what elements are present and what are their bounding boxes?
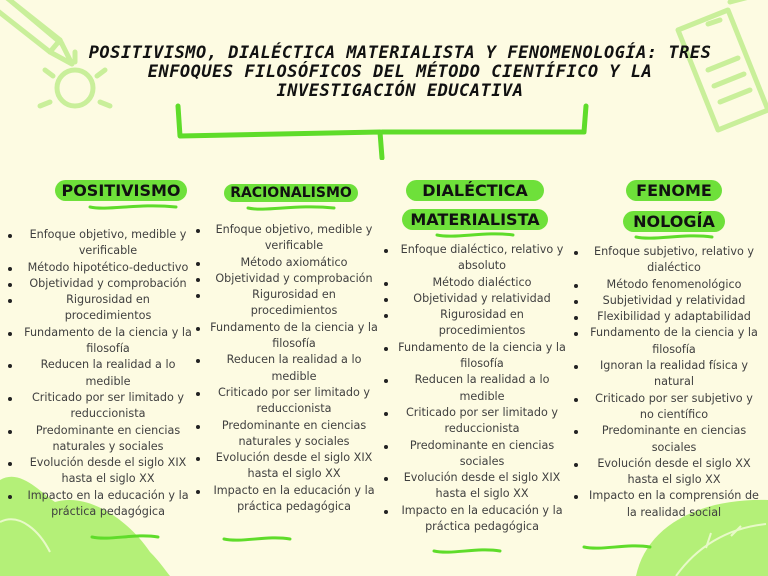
list-item: Predominante en ciencias naturales y sociales — [196, 418, 378, 451]
squiggle-icon — [88, 201, 178, 213]
column-fenomenologia — [574, 180, 760, 521]
list-item: Reducen la realidad a lo medible — [8, 357, 194, 390]
list-item: Fundamento de la ciencia y la filosofía — [196, 320, 378, 353]
list-item: Flexibilidad y adaptabilidad — [574, 309, 760, 325]
list-item: Método fenomenológico — [574, 277, 760, 293]
list-item: Enfoque objetivo, medible y verificable — [196, 222, 378, 255]
list-item: Impacto en la educación y la práctica pedagógica — [196, 483, 378, 516]
list-item: Método axiomático — [196, 255, 378, 271]
list-item: Subjetividad y relatividad — [574, 293, 760, 309]
list-item: Criticado por ser limitado y reduccionista — [196, 385, 378, 418]
list-item: Predominante en ciencias sociales — [574, 423, 760, 456]
list-item: Impacto en la educación y la práctica pedagógica — [8, 488, 194, 521]
column-heading-line2: MATERIALISTA — [402, 209, 547, 230]
page-title: POSITIVISMO, DIALÉCTICA MATERIALISTA Y FENOMENOLOGÍA: TRES ENFOQUES FILOSÓFICOS DEL MÉTODO CIENTÍFICO Y LA INVESTIGACIÓN EDUCATIVA — [88, 43, 712, 101]
column-positivismo — [8, 180, 194, 520]
list-item: Ignoran la realidad física y natural — [574, 358, 760, 391]
list-item: Enfoque subjetivo, relativo y dialéctico — [574, 244, 760, 277]
list-item: Enfoque objetivo, medible y verificable — [8, 227, 194, 260]
list-item: Método dialéctico — [384, 275, 566, 291]
column-heading: RACIONALISMO — [224, 184, 358, 202]
squiggle-icon — [435, 230, 515, 240]
list-item: Predominante en ciencias sociales — [384, 438, 566, 471]
list-item: Fundamento de la ciencia y la filosofía — [574, 325, 760, 358]
list-item: Fundamento de la ciencia y la filosofía — [8, 325, 194, 358]
squiggle-icon — [634, 232, 714, 242]
squiggle-icon — [90, 532, 160, 542]
list-item: Evolución desde el siglo XIX hasta el siglo XX — [8, 455, 194, 488]
list-item: Criticado por ser limitado y reduccionista — [8, 390, 194, 423]
list-item: Objetividad y relatividad — [384, 291, 566, 307]
list-item: Enfoque dialéctico, relativo y absoluto — [384, 242, 566, 275]
list-item: Evolución desde el siglo XIX hasta el siglo XX — [196, 450, 378, 483]
squiggle-icon — [432, 546, 502, 556]
list-item: Evolución desde el siglo XX hasta el siglo XX — [574, 456, 760, 489]
column-heading-line2: NOLOGÍA — [623, 211, 725, 232]
column-dialectica — [384, 180, 566, 535]
list-item: Reducen la realidad a lo medible — [196, 352, 378, 385]
list-item: Rigurosidad en procedimientos — [384, 307, 566, 340]
list-item: Predominante en ciencias naturales y sociales — [8, 423, 194, 456]
squiggle-icon — [582, 542, 652, 552]
list-item: Objetividad y comprobación — [196, 271, 378, 287]
list-item: Método hipotético-deductivo — [8, 260, 194, 276]
list-item: Rigurosidad en procedimientos — [196, 287, 378, 320]
list-item: Objetividad y comprobación — [8, 276, 194, 292]
bracket-icon — [172, 100, 592, 160]
list-item: Reducen la realidad a lo medible — [384, 372, 566, 405]
column-racionalismo — [196, 182, 378, 515]
list-item: Criticado por ser limitado y reduccionista — [384, 405, 566, 438]
list-item: Rigurosidad en procedimientos — [8, 292, 194, 325]
column-heading: POSITIVISMO — [55, 180, 186, 201]
list-item: Evolución desde el siglo XIX hasta el siglo XX — [384, 470, 566, 503]
column-heading-line1: DIALÉCTICA — [406, 180, 543, 201]
squiggle-icon — [222, 534, 292, 544]
list-item: Impacto en la educación y la práctica pedagógica — [384, 503, 566, 536]
list-item: Impacto en la comprensión de la realidad social — [574, 488, 760, 521]
list-item: Fundamento de la ciencia y la filosofía — [384, 340, 566, 373]
list-item: Criticado por ser subjetivo y no científico — [574, 391, 760, 424]
squiggle-icon — [246, 202, 336, 214]
column-heading-line1: FENOME — [626, 180, 722, 201]
